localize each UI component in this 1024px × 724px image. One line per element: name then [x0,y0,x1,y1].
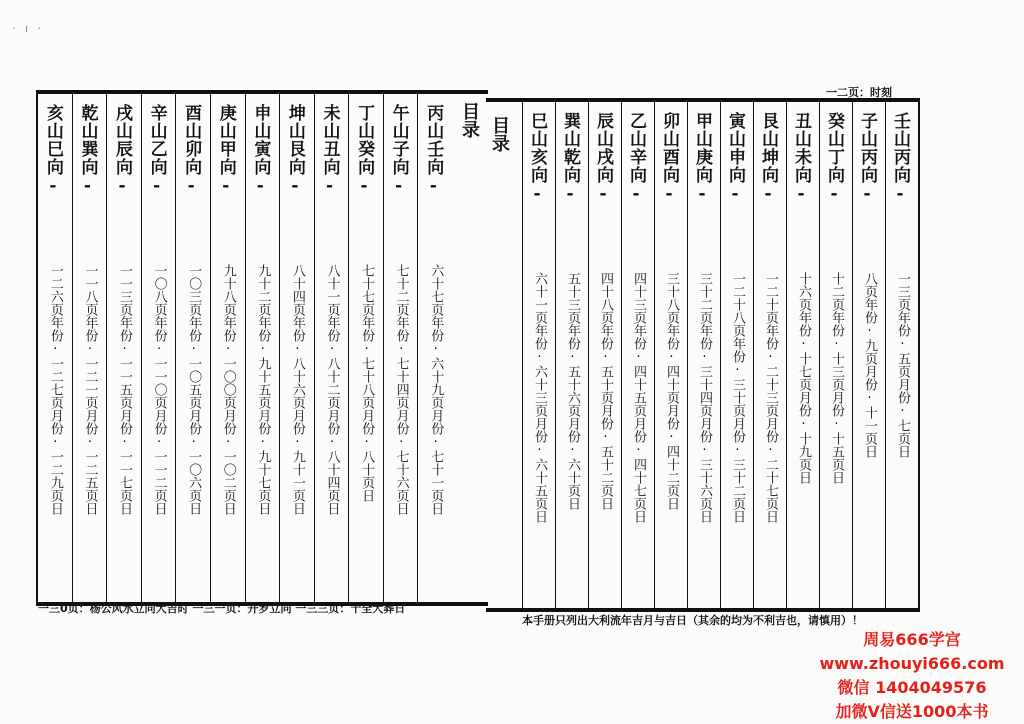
footer-note-right: 本手册只列出大利流年吉月与吉日（其余的均为不利吉也，请慎用）！ [522,614,863,627]
right-entries [522,102,918,608]
entry-label: 子山丙向- [857,112,877,205]
toc-entry [106,94,141,602]
toc-entry [852,102,885,608]
entry-pages: 一〇八页年份·一一〇页月份·一一二页日 [151,264,167,515]
entry-label: 丑山未向- [791,112,811,205]
toc-entry [753,102,786,608]
entry-label: 壬山丙向- [890,112,910,205]
left-page-table [36,90,488,606]
entry-pages: 十二页年份·十三页月份·十五页日 [829,272,844,484]
watermark-line: www.zhouyi666.com [819,654,1005,673]
entry-label: 丙山壬向- [423,104,444,197]
toc-entry [141,94,176,602]
page-corner-mark: · ı · [12,22,45,35]
entry-label: 申山寅向- [250,104,271,197]
entry-label: 乾山巽向- [77,104,98,197]
entry-pages: 八页年份·九页月份·十一页日 [862,272,877,458]
toc-entry [383,94,418,602]
entry-pages: 一二十页年份·二十三页月份·二十七页日 [763,272,778,523]
entry-pages: 四十八页年份·五十页月份·五十二页日 [598,272,613,510]
entry-pages: 一二十八页年份·三十页月份·三十二页日 [730,272,745,523]
footer-note-left: 一三0页：杨公风水立向大吉时 一三一页：开罗立向 一三三页：十全大葬日 [38,602,406,615]
toc-entry [522,102,555,608]
entry-pages: 一一八页年份·一二一页月份·一二五页日 [82,264,98,515]
left-page-title: 目录 [459,102,480,138]
toc-entry [819,102,852,608]
toc-entry [786,102,819,608]
entry-label: 未山丑向- [319,104,340,197]
entry-label: 丁山癸向- [354,104,375,197]
entry-pages: 一〇三页年份·一〇五页月份·一〇六页日 [186,264,202,515]
toc-entry [588,102,621,608]
entry-label: 坤山艮向- [284,104,305,197]
entry-pages: 一一三页年份·一一五页月份·一一七页日 [117,264,133,515]
header-note: 一二页：时刻 [826,86,892,99]
toc-entry [175,94,210,602]
toc-entry [348,94,383,602]
entry-label: 甲山庚向- [692,112,712,205]
entry-pages: 七十七页年份·七十八页月份·八十页日 [359,264,375,502]
entry-pages: 三十二页年份·三十四页月份·三十六页日 [697,272,712,523]
toc-entry [885,102,918,608]
entry-label: 卯山酉向- [659,112,679,205]
entry-label: 戌山辰向- [112,104,133,197]
entry-label: 亥山巳向- [42,104,63,197]
entry-pages: 七十二页年份·七十四页月份·七十六页日 [393,264,409,515]
watermark [812,628,1012,724]
entry-label: 癸山丁向- [824,112,844,205]
entry-pages: 四十三页年份·四十五页月份·四十七页日 [631,272,646,523]
entry-label: 寅山申向- [725,112,745,205]
entry-label: 乙山辛向- [626,112,646,205]
right-page-table [486,98,920,612]
toc-entry [720,102,753,608]
left-entries [38,94,452,602]
entry-label: 庚山甲向- [215,104,236,197]
entry-label: 辰山戌向- [593,112,613,205]
toc-entry [314,94,349,602]
toc-entry [245,94,280,602]
toc-entry [417,94,452,602]
toc-entry [621,102,654,608]
toc-entry [210,94,245,602]
toc-entry [555,102,588,608]
entry-pages: 九十二页年份·九十五页月份·九十七页日 [255,264,271,515]
entry-pages: 一二六页年份·一二七页月份·一二九页日 [47,264,63,515]
right-page-title: 目录 [489,116,510,152]
entry-pages: 十六页年份·十七页月份·十九页日 [796,272,811,484]
toc-entry [687,102,720,608]
entry-pages: 三十八页年份·四十页月份·四十二页日 [664,272,679,510]
entry-label: 巳山亥向- [527,112,547,205]
entry-pages: 五十三页年份·五十六页月份·六十页日 [565,272,580,510]
entry-pages: 八十四页年份·八十六页月份·九十一页日 [289,264,305,515]
entry-pages: 九十八页年份·一〇〇页月份·一〇二页日 [220,264,236,515]
entry-pages: 一三页年份·五页月份·七页日 [895,272,910,458]
toc-entry [279,94,314,602]
entry-label: 巽山乾向- [560,112,580,205]
entry-label: 艮山坤向- [758,112,778,205]
watermark-line: 微信 1404049576 [837,678,987,697]
toc-entry [654,102,687,608]
entry-label: 辛山乙向- [146,104,167,197]
toc-entry [38,94,72,602]
entry-pages: 六十一页年份·六十三页月份·六十五页日 [532,272,547,523]
watermark-line: 加微V信送1000本书 [835,702,989,721]
toc-entry [72,94,107,602]
entry-pages: 八十一页年份·八十二页月份·八十四页日 [324,264,340,515]
entry-label: 酉山卯向- [181,104,202,197]
watermark-line: 周易666学宫 [863,630,961,649]
entry-label: 午山子向- [388,104,409,197]
entry-pages: 六十七页年份·六十九页月份·七十一页日 [428,264,444,515]
